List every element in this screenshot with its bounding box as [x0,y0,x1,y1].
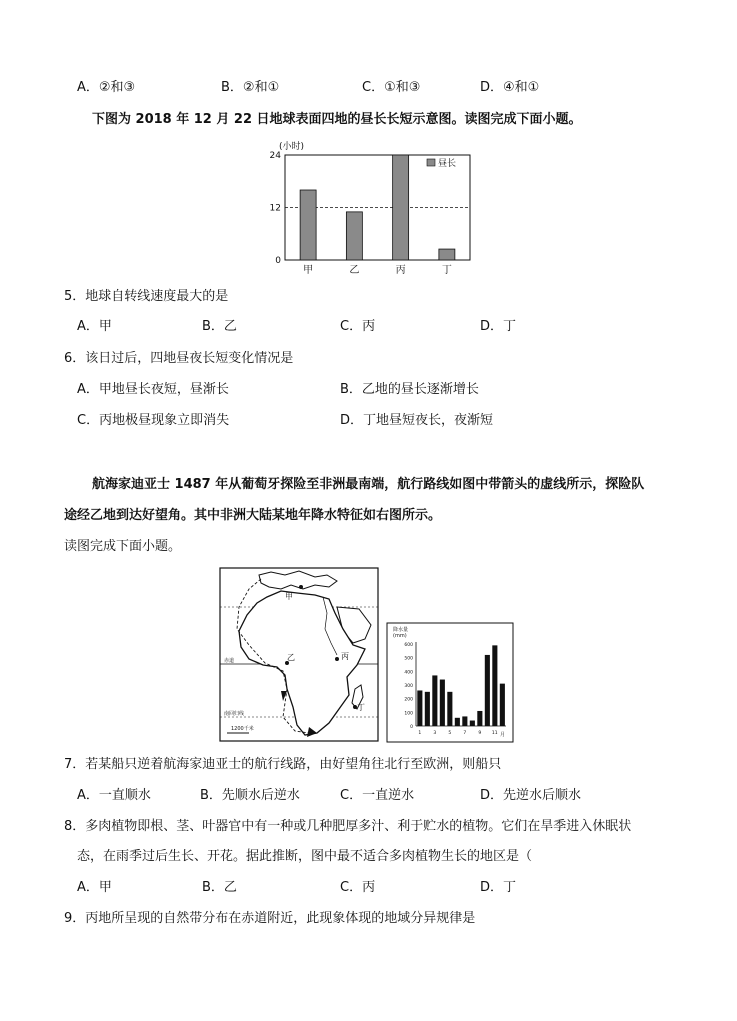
y-tick-label: 0 [275,256,281,266]
intro-dias-line1: 航海家迪亚士 1487 年从葡萄牙探险至非洲最南端，航行路线如图中带箭头的虚线所示，探险队 [92,477,645,492]
q8-option-a: A．甲 [77,880,112,895]
map-label-yi: 乙 [287,653,295,662]
bar-2 [393,155,409,260]
rain-bar-6 [455,718,460,726]
rain-y-tick-label: 600 [404,643,413,648]
rain-y-tick-label: 100 [404,711,413,717]
y-tick-label: 24 [269,151,281,161]
rain-bar-7 [462,716,467,726]
q9-stem: 9．丙地所呈现的自然带分布在赤道附近，此现象体现的地域分异规律是 [64,911,476,926]
daylength-chart [255,137,490,279]
tropic-south-label: 南回归线 [224,711,245,717]
q6-option-d: D．丁地昼短夜长，夜渐短 [340,413,494,428]
q7-option-b: B．先顺水后逆水 [200,788,300,803]
q7-stem: 7．若某船只逆着航海家迪亚士的航行线路，由好望角往北行至欧洲，则船只 [64,757,502,772]
bar-0 [300,190,316,260]
q6-stem: 6．该日过后，四地昼夜长短变化情况是 [64,351,294,366]
q4-option-b: B．②和① [221,80,280,95]
map-label-bing: 丙 [341,652,349,661]
rain-x-tick-label: 7 [463,731,467,736]
q5-option-a: A．甲 [77,319,112,334]
q5-option-c: C．丙 [340,319,376,334]
x-tick-label: 丁 [441,265,452,276]
rain-x-tick-label: 3 [433,731,437,736]
africa-map [219,567,379,742]
q5-stem: 5．地球自转线速度最大的是 [64,289,229,304]
x-tick-label: 丙 [395,265,406,276]
rain-y-tick-label: 200 [404,697,413,703]
x-tick-label: 乙 [349,265,360,276]
rain-y-tick-label: 300 [404,684,413,689]
q7-option-a: A．一直顺水 [77,788,151,803]
rain-ylabel-2: (mm) [393,633,407,639]
rain-ylabel-1: 降水量 [393,627,409,633]
legend-label: 昼长 [438,159,457,169]
rain-bar-3 [432,675,437,726]
rain-x-tick-label: 9 [478,731,482,736]
intro-daylength: 下图为 2018 年 12 月 22 日地球表面四地的昼长长短示意图。读图完成下面小题。 [92,112,582,127]
rain-y-tick-label: 500 [404,656,413,662]
place-dot-jia [299,585,303,589]
rain-x-tick-label: 1 [418,731,422,736]
q6-option-b: B．乙地的昼长逐渐增长 [340,382,479,397]
scale-label: 1200千米 [231,726,254,732]
rain-bar-9 [477,711,482,726]
rain-bar-11 [492,645,497,726]
q5-option-b: B．乙 [202,319,237,334]
q4-option-a: A．②和③ [77,80,136,95]
rain-bar-10 [485,655,490,726]
map-label-ding: 丁 [357,703,365,712]
rain-y-tick-label: 400 [404,670,413,676]
rain-y-tick-label: 0 [410,725,413,730]
legend-swatch [427,159,435,166]
q5-option-d: D．丁 [480,319,517,334]
rain-bar-5 [447,692,452,726]
chart-ylabel: (小时) [279,142,305,152]
q8-stem-line1: 8．多肉植物即根、茎、叶器官中有一种或几种肥厚多汁、利于贮水的植物。它们在旱季进入休眠状 [64,819,632,834]
map-label-jia: 甲 [285,592,293,601]
q8-option-b: B．乙 [202,880,237,895]
q8-stem-line2: 态，在雨季过后生长、开花。据此推断，图中最不适合多肉植物生长的地区是（ [77,849,533,864]
bar-3 [439,249,455,260]
intro-dias-line2: 途经乙地到达好望角。其中非洲大陆某地年降水特征如右图所示。 [64,508,442,523]
q4-option-c: C．①和③ [362,80,421,95]
intro-dias-line3: 读图完成下面小题。 [64,539,182,554]
q7-option-d: D．先逆水后顺水 [480,788,582,803]
rain-bar-2 [425,692,430,726]
q6-option-a: A．甲地昼长夜短，昼渐长 [77,382,229,397]
y-tick-label: 12 [269,203,281,214]
rainfall-chart [386,622,514,743]
q8-option-c: C．丙 [340,880,376,895]
q7-option-c: C．一直逆水 [340,788,415,803]
x-tick-label: 甲 [303,265,314,276]
q6-option-c: C．丙地极昼现象立即消失 [77,413,230,428]
place-dot-bing [335,657,339,661]
rain-x-tick-label: 11 [491,731,498,736]
rain-xlabel: 月 [500,732,506,738]
rain-bar-1 [417,690,422,726]
equator-label: 赤道 [224,658,235,664]
q8-option-d: D．丁 [480,880,517,895]
africa-figure [219,567,515,744]
rain-x-tick-label: 5 [448,731,452,736]
bar-1 [346,212,362,260]
rain-bar-8 [470,721,475,726]
rain-bar-4 [440,680,445,726]
rain-bar-12 [500,684,505,726]
q4-option-d: D．④和① [480,80,540,95]
